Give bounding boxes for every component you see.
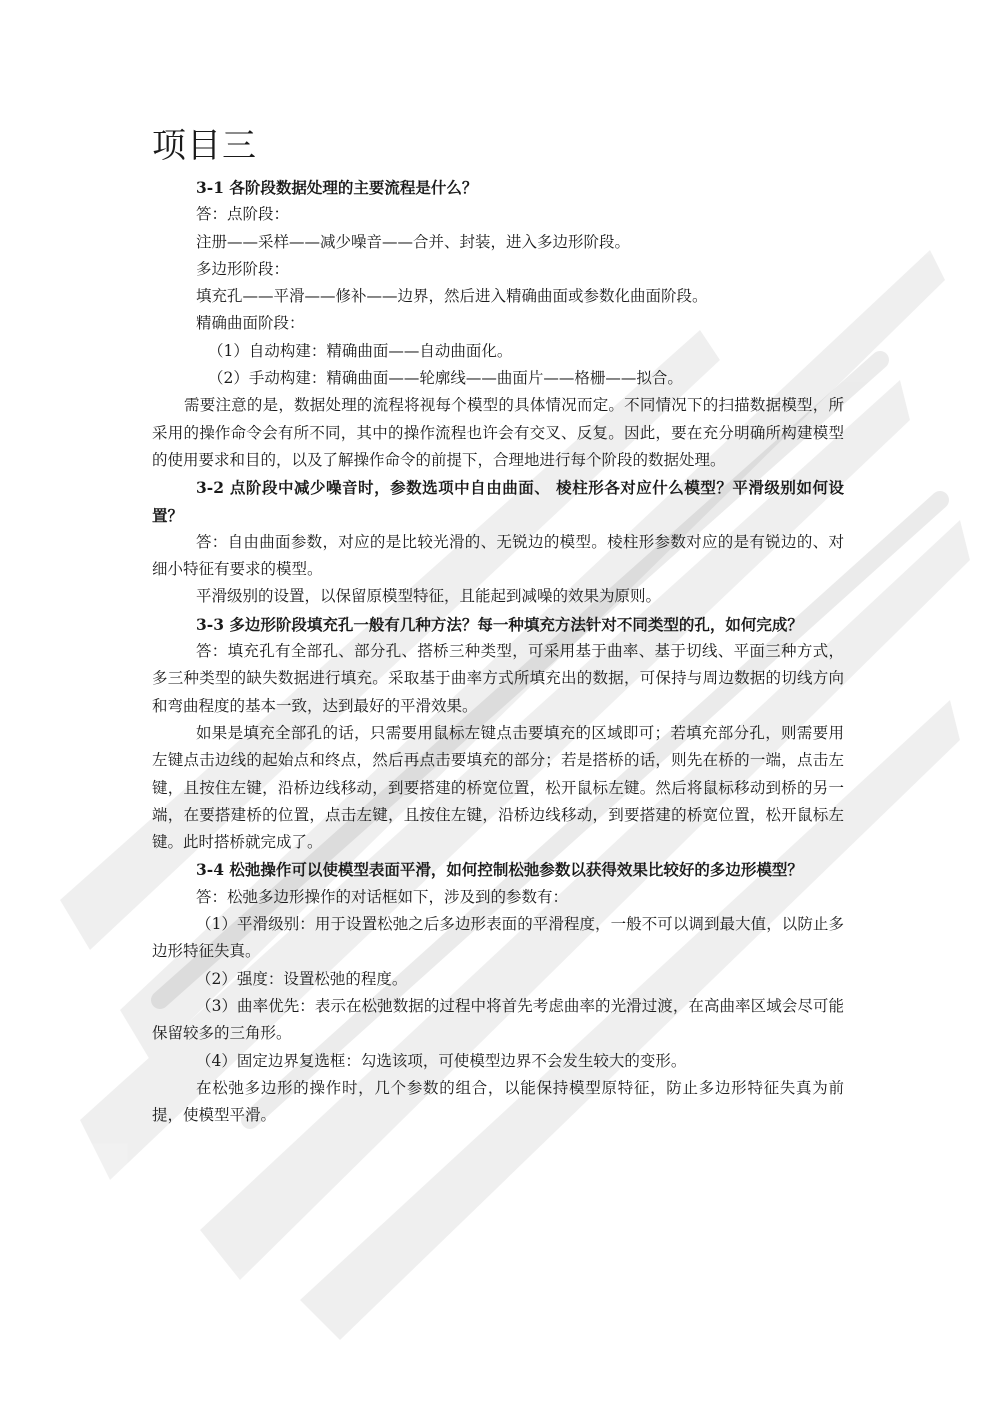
answer-paragraph: 填充孔——平滑——修补——边界，然后进入精确曲面或参数化曲面阶段。 <box>196 287 708 306</box>
answer-paragraph: 平滑级别的设置，以保留原模型特征，且能起到减噪的效果为原则。 <box>196 587 662 606</box>
answer-paragraph: 多边形阶段： <box>196 259 290 278</box>
answer-paragraph: 在松弛多边形的操作时，几个参数的组合，以能保持模型原特征，防止多边形特征失真为前提，使模型平滑。 <box>152 1078 844 1125</box>
answer-paragraph: 如果是填充全部孔的话，只需要用鼠标左键点击要填充的区域即可；若填充部分孔，则需要用左键点击边线的起始点和终点，然后再点击要填充的部分；若是搭桥的话，则先在桥的一端，点击左键，且按住左键，沿桥边线移动，到要搭建的桥宽位置，松开鼠标左键。然后将鼠标移动到桥的另一端，在要搭建桥的位置，点击左键，且按住左键，沿桥边线移动，到要搭建的桥宽位置，松开鼠标左键。此时搭桥就完成了。 <box>152 723 844 852</box>
question-3-2: 3-2 点阶段中减少噪音时，参数选项中自由曲面、 棱柱形各对应什么模型？平滑级别如何设置？ <box>152 478 844 525</box>
answer-paragraph: 需要注意的是，数据处理的流程将视每个模型的具体情况而定。不同情况下的扫描数据模型，所采用的操作命令会有所不同，其中的操作流程也许会有交叉、反复。因此，要在充分明确所构建模型的使用要求和目的，以及了解操作命令的前提下，合理地进行每个阶段的数据处理。 <box>152 396 844 469</box>
document-body <box>152 122 844 1129</box>
answer-paragraph: 答：填充孔有全部孔、部分孔、搭桥三种类型，可采用基于曲率、基于切线、平面三种方式，多三种类型的缺失数据进行填充。采取基于曲率方式所填充出的数据，可保持与周边数据的切线方向和弯曲程度的基本一致，达到最好的平滑效果。 <box>152 642 844 715</box>
answer-list-item: （2）强度：设置松弛的程度。 <box>196 969 408 988</box>
answer-paragraph: 答：松弛多边形操作的对话框如下，涉及到的参数有： <box>196 887 569 906</box>
answer-paragraph: 注册——采样——减少噪音——合并、封装，进入多边形阶段。 <box>196 232 631 251</box>
answer-paragraph: 精确曲面阶段： <box>196 314 305 333</box>
answer-list-item: （1）自动构建：精确曲面——自动曲面化。 <box>208 341 513 360</box>
page-title: 项目三 <box>152 126 257 166</box>
question-3-3: 3-3 多边形阶段填充孔一般有几种方法？每一种填充方法针对不同类型的孔，如何完成？ <box>196 614 803 634</box>
question-3-1: 3-1 各阶段数据处理的主要流程是什么？ <box>196 178 478 197</box>
answer-list-item: （1）平滑级别：用于设置松弛之后多边形表面的平滑程度，一般不可以调到最大值，以防止多边形特征失真。 <box>152 915 844 961</box>
answer-paragraph: 答：点阶段： <box>196 205 290 224</box>
answer-list-item: （3）曲率优先：表示在松弛数据的过程中将首先考虑曲率的光滑过渡，在高曲率区域会尽可能保留较多的三角形。 <box>152 996 844 1043</box>
answer-list-item: （2）手动构建：精确曲面——轮廓线——曲面片——格栅——拟合。 <box>208 369 683 388</box>
answer-list-item: （4）固定边界复选框：勾选该项，可使模型边界不会发生较大的变形。 <box>196 1051 687 1070</box>
question-3-4: 3-4 松弛操作可以使模型表面平滑，如何控制松弛参数以获得效果比较好的多边形模型？ <box>196 860 803 880</box>
answer-paragraph: 答：自由曲面参数，对应的是比较光滑的、无锐边的模型。棱柱形参数对应的是有锐边的、对细小特征有要求的模型。 <box>152 532 844 579</box>
